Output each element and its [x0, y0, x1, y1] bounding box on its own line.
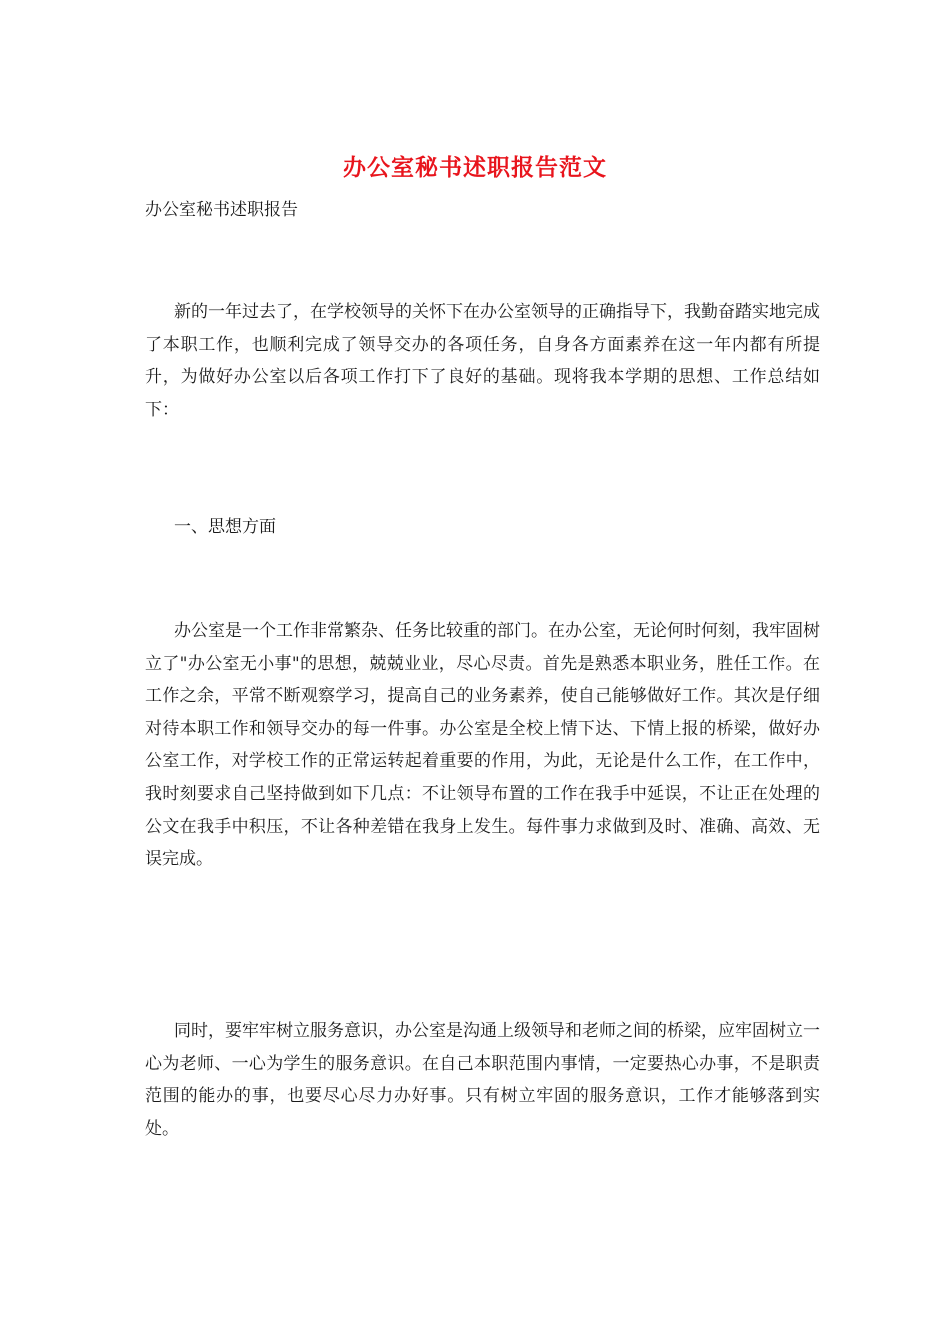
section-heading-thinking: 一、思想方面	[174, 517, 276, 537]
paragraph-service-awareness: 同时，要牢牢树立服务意识，办公室是沟通上级领导和老师之间的桥梁，应牢固树立一心为老师、一心为学生的服务意识。在自己本职范围内事情，一定要热心办事，不是职责范围的能办的事，也要尽心尽力办好事。只有树立牢固的服务意识，工作才能够落到实处。	[145, 1021, 820, 1139]
document-title: 办公室秘书述职报告范文	[343, 154, 607, 181]
paragraph-office-work: 办公室是一个工作非常繁杂、任务比较重的部门。在办公室，无论何时何刻，我牢固树立了"办公室无小事"的思想，兢兢业业，尽心尽责。首先是熟悉本职业务，胜任工作。在工作之余，平常不断观察学习，提高自己的业务素养，使自己能够做好工作。其次是仔细对待本职工作和领导交办的每一件事。办公室是全校上情下达、下情上报的桥梁，做好办公室工作，对学校工作的正常运转起着重要的作用，为此，无论是什么工作，在工作中，我时刻要求自己坚持做到如下几点：不让领导布置的工作在我手中延误，不让正在处理的公文在我手中积压，不让各种差错在我身上发生。每件事力求做到及时、准确、高效、无误完成。	[145, 621, 820, 870]
paragraph-intro: 新的一年过去了，在学校领导的关怀下在办公室领导的正确指导下，我勤奋踏实地完成了本职工作，也顺利完成了领导交办的各项任务，自身各方面素养在这一年内都有所提升，为做好办公室以后各项工作打下了良好的基础。现将我本学期的思想、工作总结如下：	[145, 302, 820, 420]
document-subtitle: 办公室秘书述职报告	[145, 200, 298, 220]
